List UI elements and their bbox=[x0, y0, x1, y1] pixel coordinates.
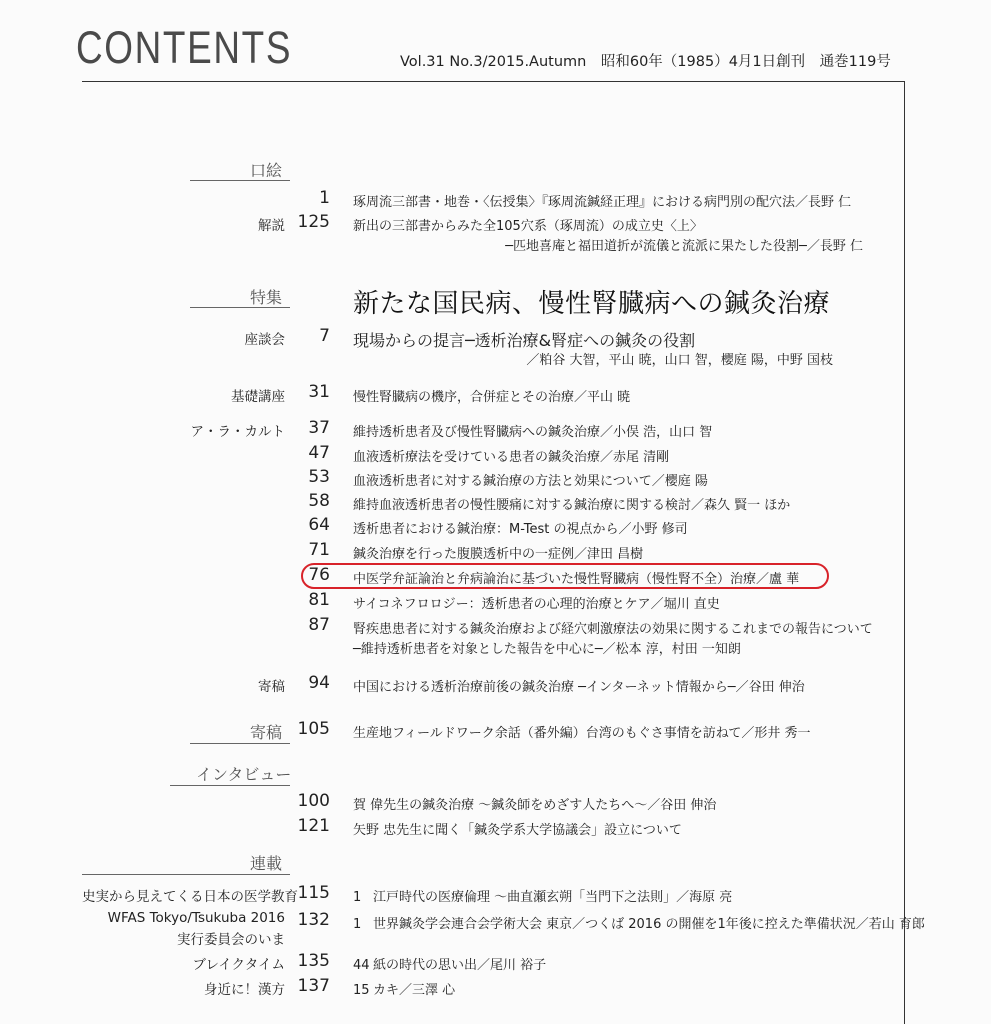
section-rensai: 連載 bbox=[250, 854, 283, 873]
entry-category: WFAS Tokyo/Tsukuba 2016 bbox=[107, 910, 285, 926]
entry-text: ─維持透析患者を対象とした報告を中心に─／松本 淳，村田 一知朗 bbox=[353, 642, 741, 657]
entry-category: ア・ラ・カルト bbox=[190, 424, 285, 440]
entry-page: 132 bbox=[297, 910, 330, 930]
entry-category: 実行委員会のいま bbox=[177, 932, 285, 948]
entry-text[interactable]: 新出の三部書からみた全105穴系（琢周流）の成立史〈上〉 bbox=[353, 219, 703, 234]
entry-page: 94 bbox=[308, 673, 330, 693]
entry-text[interactable]: 琢周流三部書・地巻・〈伝授集〉『琢周流鍼経正理』における病門別の配穴法／長野 仁 bbox=[353, 195, 852, 210]
entry-page: 125 bbox=[297, 212, 330, 232]
entry-page: 58 bbox=[308, 491, 330, 511]
entry-page: 137 bbox=[297, 976, 330, 996]
entry-page: 71 bbox=[308, 540, 330, 560]
entry-text[interactable]: 中医学弁証論治と弁病論治に基づいた慢性腎臓病（慢性腎不全）治療／盧 華 bbox=[353, 572, 800, 587]
entry-page: 81 bbox=[308, 590, 330, 610]
entry-page: 53 bbox=[308, 467, 330, 487]
section-rule bbox=[190, 180, 290, 181]
entry-text[interactable] bbox=[353, 886, 732, 905]
entry-title: 世界鍼灸学会連合会学術大会 東京／つくば 2016 の開催を1年後に控えた準備状況／若山 育郎 bbox=[373, 917, 925, 932]
entry-text[interactable]: 鍼灸治療を行った腹膜透析中の一症例／津田 昌樹 bbox=[353, 547, 644, 562]
entry-page: 115 bbox=[297, 883, 330, 903]
header-rule bbox=[82, 81, 904, 82]
entry-category: 解説 bbox=[258, 218, 285, 234]
entry-text[interactable]: 透析患者における鍼治療：M-Test の視点から／小野 修司 bbox=[353, 522, 688, 537]
feature-title: 新たな国民病、慢性腎臓病への鍼灸治療 bbox=[353, 289, 831, 319]
entry-page: 31 bbox=[308, 382, 330, 402]
entry-category: 身近に！漢方 bbox=[204, 982, 285, 998]
entry-text[interactable] bbox=[353, 954, 546, 973]
entry-text[interactable]: 慢性腎臓病の機序，合併症とその治療／平山 暁 bbox=[353, 390, 631, 405]
series-number: 15 bbox=[353, 983, 370, 998]
series-number: 1 bbox=[353, 917, 362, 932]
entry-page: 7 bbox=[319, 326, 330, 346]
entry-text[interactable]: 賀 偉先生の鍼灸治療 〜鍼灸師をめざす人たちへ〜／谷田 伸治 bbox=[353, 798, 717, 813]
entry-text: ／粕谷 大智，平山 暁，山口 智，櫻庭 陽，中野 国枝 bbox=[526, 353, 833, 368]
entry-title: カキ／三澤 心 bbox=[373, 983, 456, 998]
entry-text[interactable]: 血液透析患者に対する鍼治療の方法と効果について／櫻庭 陽 bbox=[353, 474, 708, 489]
page-title: CONTENTS bbox=[76, 22, 293, 73]
entry-page: 100 bbox=[297, 791, 330, 811]
section-tokushu: 特集 bbox=[250, 288, 283, 307]
entry-title: 紙の時代の思い出／尾川 裕子 bbox=[373, 958, 547, 973]
entry-category: 史実から見えてくる日本の医学教育 bbox=[82, 889, 298, 905]
entry-page: 1 bbox=[319, 188, 330, 208]
section-kuchie: 口絵 bbox=[250, 161, 283, 180]
entry-text[interactable]: 維持血液透析患者の慢性腰痛に対する鍼治療に関する検討／森久 賢一 ほか bbox=[353, 498, 791, 513]
entry-page: 121 bbox=[297, 816, 330, 836]
section-rule bbox=[190, 743, 290, 744]
issue-info: Vol.31 No.3/2015.Autumn 昭和60年（1985）4月1日創刊 通巻119号 bbox=[400, 54, 891, 70]
entry-title: 江戸時代の医療倫理 〜曲直瀬玄朔「当門下之法則」／海原 亮 bbox=[373, 890, 733, 905]
section-rule bbox=[190, 307, 290, 308]
entry-text[interactable]: 中国における透析治療前後の鍼灸治療 ─インターネット情報から─／谷田 伸治 bbox=[353, 680, 805, 695]
section-rule bbox=[170, 785, 290, 786]
entry-text[interactable]: 維持透析患者及び慢性腎臓病への鍼灸治療／小俣 浩，山口 智 bbox=[353, 425, 713, 440]
entry-text[interactable]: サイコネフロロジー：透析患者の心理的治療とケア／堀川 直史 bbox=[353, 597, 720, 612]
entry-page: 64 bbox=[308, 515, 330, 535]
entry-text[interactable]: 矢野 忠先生に聞く「鍼灸学系大学協議会」設立について bbox=[353, 823, 682, 838]
entry-text[interactable]: 腎疾患患者に対する鍼灸治療および経穴刺激療法の効果に関するこれまでの報告について bbox=[353, 622, 873, 637]
entry-text: ─匹地喜庵と福田道折が流儀と流派に果たした役割─／長野 仁 bbox=[505, 239, 863, 254]
entry-page: 76 bbox=[308, 565, 330, 585]
entry-category: ブレイクタイム bbox=[192, 957, 285, 973]
entry-text[interactable]: 生産地フィールドワーク余話（番外編）台湾のもぐさ事情を訪ねて／形井 秀一 bbox=[353, 726, 811, 741]
section-interview: インタビュー bbox=[196, 765, 292, 784]
entry-text[interactable]: 血液透析療法を受けている患者の鍼灸治療／赤尾 清剛 bbox=[353, 450, 670, 465]
series-number: 44 bbox=[353, 958, 370, 973]
entry-text[interactable] bbox=[353, 979, 455, 998]
section-kiko: 寄稿 bbox=[250, 723, 283, 742]
entry-page: 105 bbox=[297, 719, 330, 739]
entry-category: 座談会 bbox=[244, 332, 285, 348]
entry-page: 135 bbox=[297, 951, 330, 971]
entry-page: 47 bbox=[308, 443, 330, 463]
entry-page: 87 bbox=[308, 615, 330, 635]
series-number: 1 bbox=[353, 890, 362, 905]
entry-text[interactable] bbox=[353, 913, 925, 932]
entry-category: 寄稿 bbox=[258, 679, 285, 695]
frame-right-rule bbox=[904, 81, 905, 1024]
entry-text[interactable]: 現場からの提言─透析治療&腎症への鍼灸の役割 bbox=[353, 331, 696, 350]
section-rule bbox=[82, 874, 290, 875]
entry-page: 37 bbox=[308, 418, 330, 438]
entry-category: 基礎講座 bbox=[231, 389, 285, 405]
